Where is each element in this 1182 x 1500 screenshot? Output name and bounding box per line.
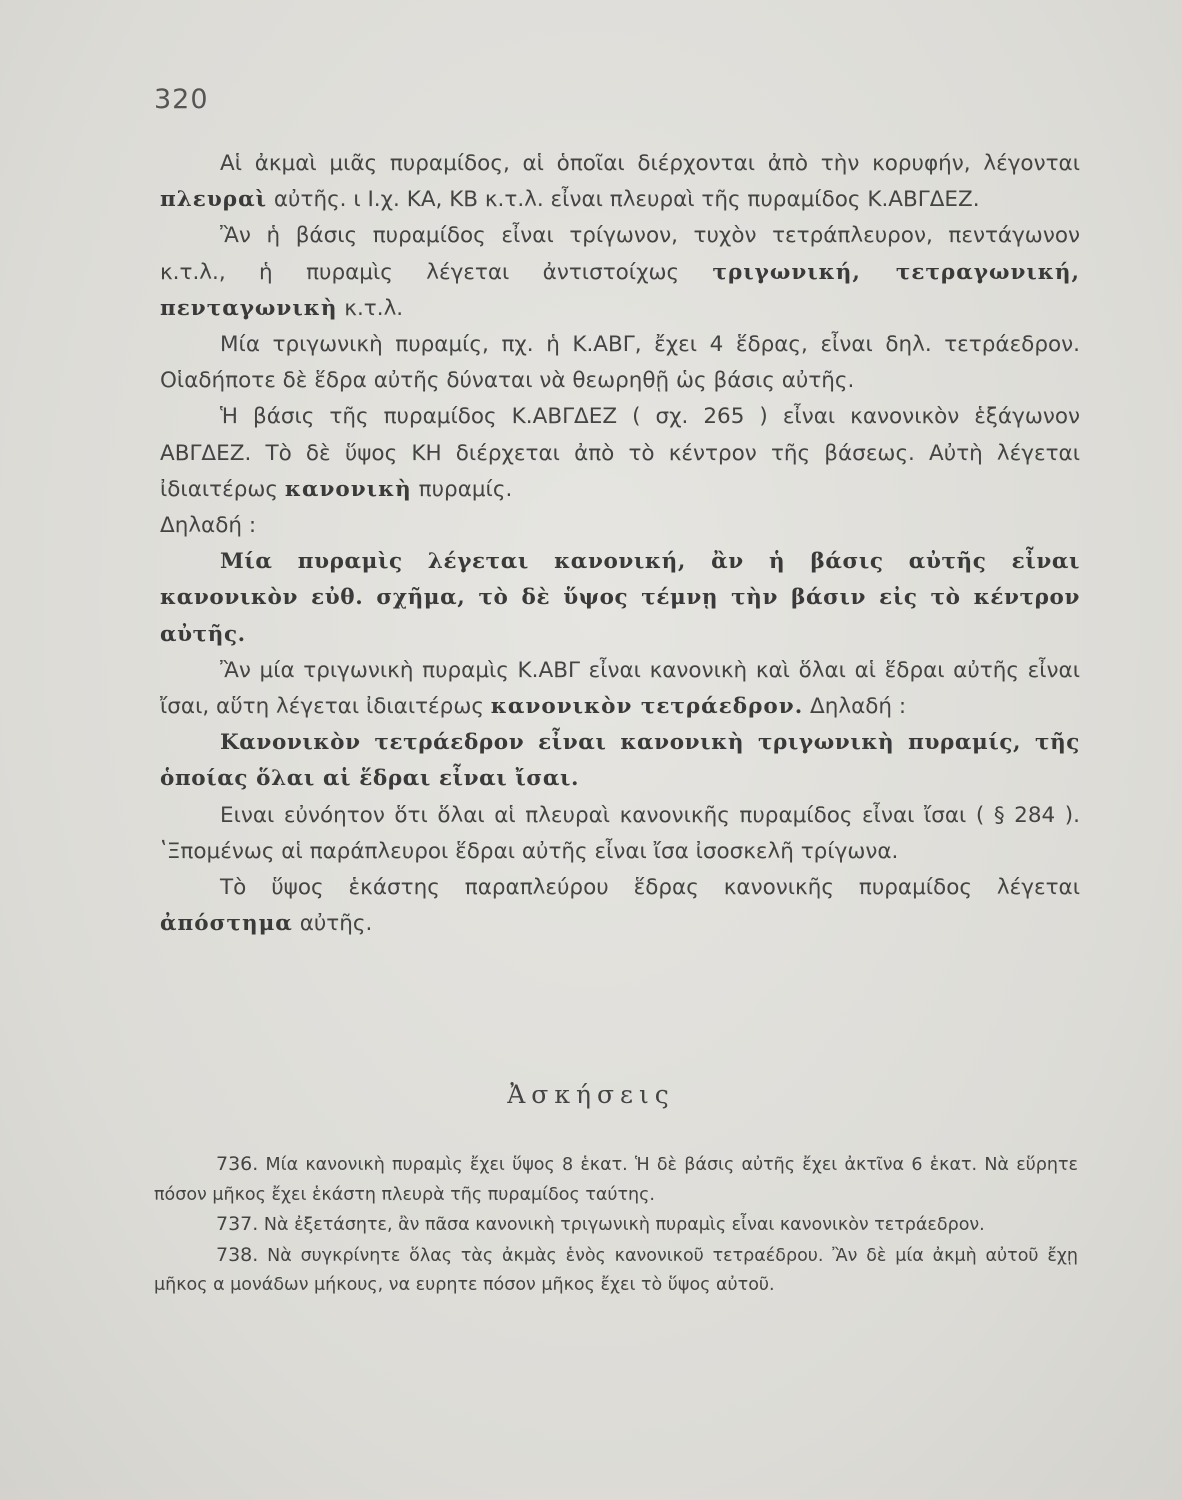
paragraph-text: αὐτῆς.	[292, 911, 373, 937]
paragraph-text: πυραμίς.	[411, 476, 513, 502]
exercise-number: 736.	[216, 1153, 259, 1175]
paragraph-equal-edges: Ειναι εὐνόητον ὅτι ὅλαι αἱ πλευραὶ κανονικῆς πυραμίδος εἶναι ἴσαι ( § 284 ). ʽΞπομένως αἱ παράπλευροι ἕδραι αὐτῆς εἶναι ἴσα ἰσοσκελῆ τρίγωνα.	[160, 802, 1080, 864]
exercise-text: Μία κανονικὴ πυραμὶς ἔχει ὕψος 8 ἑκατ. Ἡ δὲ βάσις αὐτῆς ἔχει ἀκτῖνα 6 ἑκατ. Νὰ εὕρητε πόσον μῆκος ἔχει ἑκάστη πλευρὰ τῆς πυραμίδος ταύτης.	[154, 1155, 1078, 1205]
term-regular: κανονικὴ	[284, 476, 412, 502]
paragraph-triangular-pyramid: Μία τριγωνικὴ πυραμίς, πχ. ἡ Κ.ΑΒΓ, ἔχει 4 ἕδρας, εἶναι δηλ. τετράεδρον. Οἱαδήποτε δὲ ἕδρα αὐτῆς δύναται νὰ θεωρηθῇ ὡς βάσις αὐτῆς.	[160, 332, 1080, 394]
exercise-text: Νὰ ἐξετάσητε, ἂν πᾶσα κανονικὴ τριγωνικὴ πυραμὶς εἶναι κανονικὸν τετράεδρον.	[258, 1215, 985, 1235]
term-lateral-edges: πλευραὶ	[160, 187, 268, 213]
paragraph-text: Τὸ ὕψος ἑκάστης παραπλεύρου ἕδρας κανονικῆς πυραμίδος λέγεται	[220, 875, 1080, 901]
paragraph-tetrahedron	[160, 653, 1080, 725]
page-number: 320	[154, 84, 209, 115]
paragraph-text: Ἂν ἡ βάσις πυραμίδος εἶναι τρίγωνον, τυχὸν τετράπλευρον, πεντάγωνον κ.τ.λ., ἡ πυραμὶς λέγεται ἀντιστοίχως	[160, 223, 1080, 285]
exercise-item	[154, 1150, 1078, 1210]
exercise-number: 738.	[216, 1243, 259, 1266]
paragraph-base-types	[160, 218, 1080, 327]
term-pyramid-types: τριγωνική, τετραγωνική, πενταγωνικὴ	[160, 259, 1080, 321]
paragraph-namely: Δηλαδή :	[160, 513, 257, 539]
exercise-item	[154, 1241, 1078, 1301]
paragraph-edges	[160, 146, 1080, 218]
paragraph-text: Ἂν μία τριγωνικὴ πυραμὶς Κ.ΑΒΓ εἶναι κανονικὴ καὶ ὅλαι αἱ ἕδραι αὐτῆς εἶναι ἴσαι, αὕτη λέγεται ἰδιαιτέρως	[160, 657, 1080, 720]
section-title-exercises: Ἀσκήσεις	[507, 1080, 675, 1109]
paragraph-text: Αἱ ἀκμαὶ μιᾶς πυραμίδος, αἱ ὁποῖαι διέρχονται ἀπὸ τὴν κορυφήν, λέγονται	[220, 151, 1080, 176]
exercise-item	[154, 1210, 1078, 1241]
definition-regular-pyramid: Μία πυραμὶς λέγεται κανονική, ἂν ἡ βάσις αὐτῆς εἶναι κανονικὸν εὐθ. σχῆμα, τὸ δὲ ὕψος τέμνῃ τὴν βάσιν εἰς τὸ κέντρον αὐτῆς.	[160, 549, 1080, 647]
paragraph-text: Δηλαδή :	[803, 694, 907, 720]
exercise-list	[154, 1150, 1078, 1301]
term-apothem: ἀπόστημα	[160, 911, 293, 937]
paragraph-text: Ἡ βάσις τῆς πυραμίδος Κ.ΑΒΓΔΕΖ ( σχ. 265 ) εἶναι κανονικὸν ἑξάγωνον ΑΒΓΔΕΖ. Τὸ δὲ ὕψος ΚΗ διέρχεται ἀπὸ τὸ κέντρον τῆς βάσεως. Αὐτὴ λέγεται ἰδιαιτέρως	[160, 404, 1080, 502]
exercise-text: Νὰ συγκρίνητε ὅλας τὰς ἀκμὰς ἑνὸς κανονικοῦ τετραέδρου. Ἂν δὲ μία ἀκμὴ αὐτοῦ ἔχῃ μῆκος α μονάδων μήκους, να ευρητε πόσον μῆκος ἔχει τὸ ὕψος αὐτοῦ.	[154, 1245, 1078, 1295]
paragraph-text: αὐτῆς. ι Ι.χ. ΚΑ, ΚΒ κ.τ.λ. εἶναι πλευραὶ τῆς πυραμίδος Κ.ΑΒΓΔΕΖ.	[267, 187, 980, 213]
term-regular-tetrahedron: κανονικὸν τετράεδρον.	[490, 694, 804, 720]
paragraph-text: κ.τ.λ.	[337, 295, 404, 321]
paragraph-regular-hexagon	[160, 399, 1080, 508]
main-text	[160, 146, 1080, 942]
definition-regular-tetrahedron: Κανονικὸν τετράεδρον εἶναι κανονικὴ τριγωνικὴ πυραμίς, τῆς ὁποίας ὅλαι αἱ ἕδραι εἶναι ἴσαι.	[160, 730, 1080, 792]
exercise-number: 737.	[216, 1213, 259, 1235]
paragraph-apothem	[160, 870, 1080, 942]
